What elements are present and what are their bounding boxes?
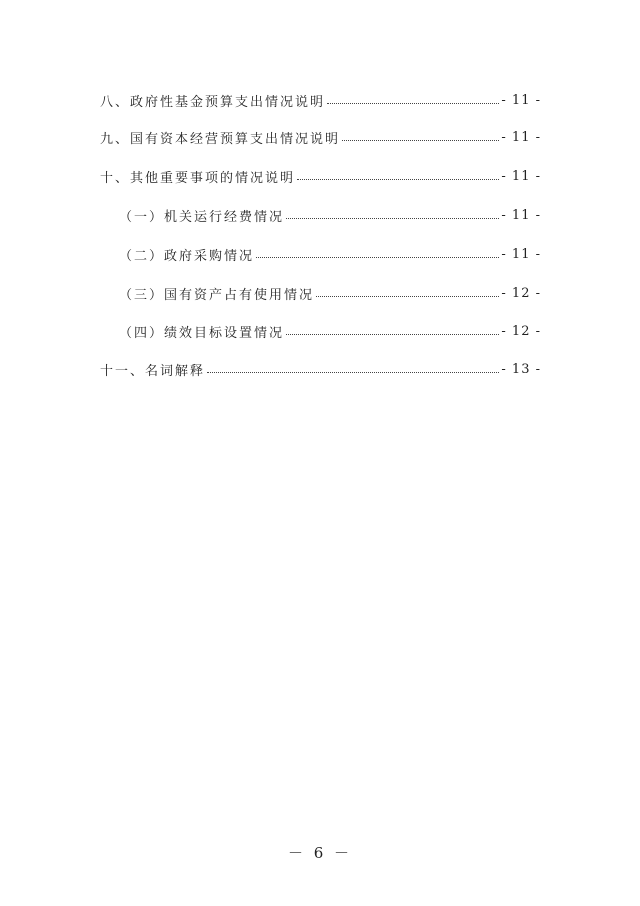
toc-entry-title: 十一、名词解释 — [100, 363, 206, 379]
toc-entry-title: 八、政府性基金预算支出情况说明 — [100, 94, 326, 110]
toc-entry-procurement[interactable] — [119, 244, 541, 264]
toc-dot-leader — [342, 140, 499, 141]
toc-dot-leader — [316, 296, 499, 297]
toc-entry-title: 九、国有资本经营预算支出情况说明 — [100, 131, 341, 147]
toc-entry-page: - 11 - — [501, 129, 541, 145]
toc-entry-state-assets[interactable] — [119, 283, 541, 303]
toc-dot-leader — [286, 218, 499, 219]
toc-entry-government-fund[interactable] — [100, 90, 541, 110]
toc-entry-page: - 11 - — [501, 92, 541, 108]
toc-entry-page: - 11 - — [501, 246, 541, 262]
toc-entry-title: （三）国有资产占有使用情况 — [119, 287, 315, 303]
toc-entry-title: 十、其他重要事项的情况说明 — [100, 170, 296, 186]
toc-entry-page: - 11 - — [501, 207, 541, 223]
toc-dot-leader — [327, 103, 499, 104]
toc-entry-other-matters[interactable] — [100, 166, 541, 186]
toc-entry-title: （二）政府采购情况 — [119, 248, 255, 264]
toc-entry-performance-goals[interactable] — [119, 321, 541, 341]
toc-entry-page: - 11 - — [501, 168, 541, 184]
toc-entry-glossary[interactable] — [100, 359, 541, 379]
toc-dot-leader — [256, 257, 499, 258]
toc-entry-page: - 13 - — [501, 361, 541, 377]
toc-entry-page: - 12 - — [501, 323, 541, 339]
toc-entry-operating-costs[interactable] — [119, 205, 541, 225]
page-number: － 6 － — [287, 844, 353, 862]
toc-entry-title: （一）机关运行经费情况 — [119, 209, 285, 225]
toc-dot-leader — [286, 334, 499, 335]
toc-entry-title: （四）绩效目标设置情况 — [119, 325, 285, 341]
toc-dot-leader — [297, 179, 499, 180]
toc-entry-state-capital[interactable] — [100, 127, 541, 147]
toc-dot-leader — [207, 372, 499, 373]
toc-entry-page: - 12 - — [501, 285, 541, 301]
